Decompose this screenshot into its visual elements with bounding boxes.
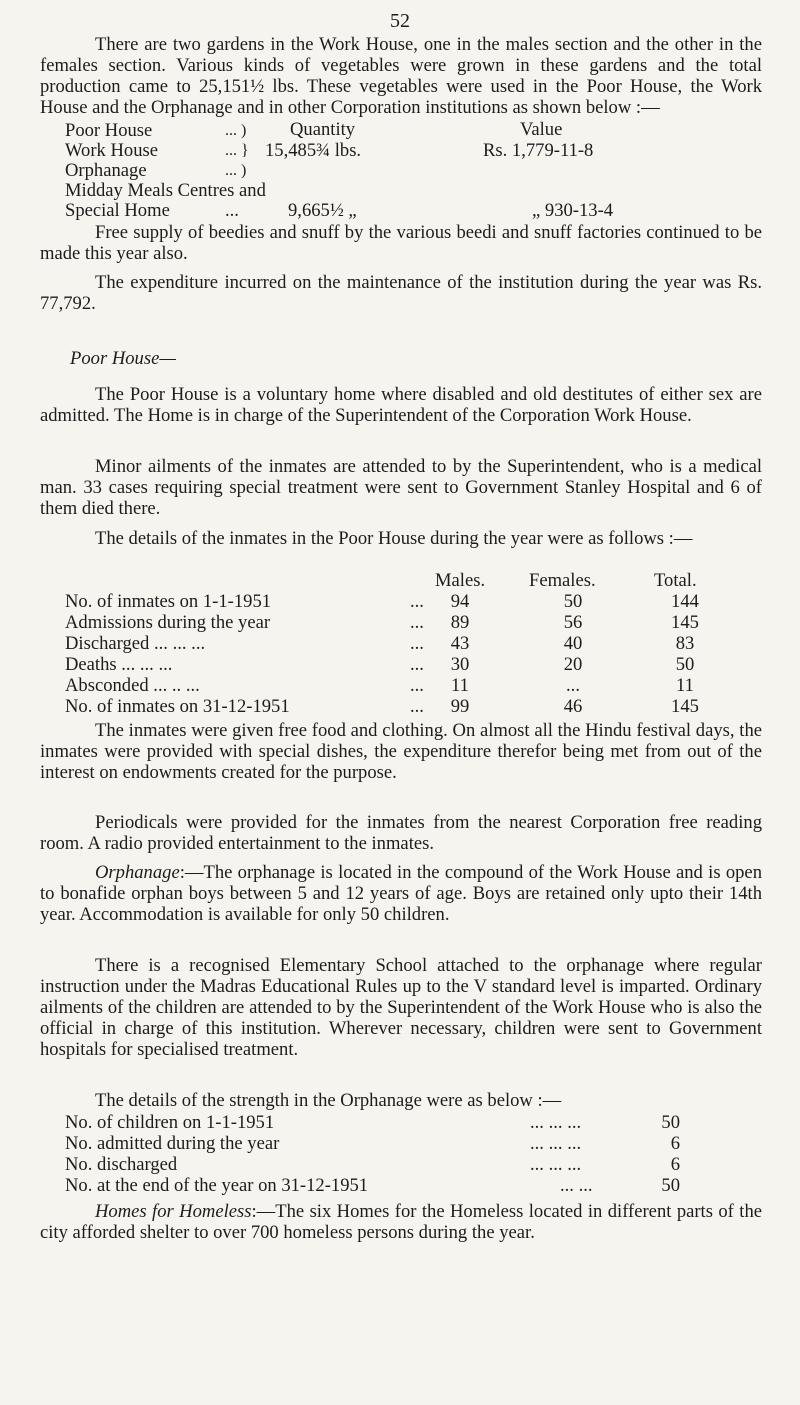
veg-row-midday-dots: ... xyxy=(225,200,239,221)
orphanage-lead: Orphanage xyxy=(95,862,180,883)
inmates-row-females: ... xyxy=(566,675,580,696)
homeless-lead: Homes for Homeless xyxy=(95,1201,252,1222)
paragraph-food: The inmates were given free food and clothing. On almost all the Hindu festival days, the inmates were provided with special dishes, the expenditure therefor being met from out of the interest on endowments created for the purpose. xyxy=(40,720,762,783)
veg-group-value: Rs. 1,779-11-8 xyxy=(483,140,594,161)
veg-col-quantity: Quantity xyxy=(290,119,356,140)
orphanage-row-value: 6 xyxy=(670,1133,680,1154)
veg-row-poor-house: Poor House xyxy=(65,120,153,141)
inmates-row-dots: ... xyxy=(410,612,424,633)
veg-col-value: Value xyxy=(520,119,563,140)
inmates-row-total: 145 xyxy=(671,696,699,717)
paragraph-gardens: There are two gardens in the Work House, one in the males section and the other in the females section. Various kinds of vegetables were grown in these gardens and the total production came to 25,151½ lbs. These vegetables were used in the Poor House, the Work House and the Orphanage and in other Corporation institutions as shown below :— xyxy=(40,34,762,118)
inmates-header-males: Males. xyxy=(435,570,486,591)
inmates-row-males: 94 xyxy=(450,591,470,612)
inmates-row-label: Deaths ... ... ... xyxy=(65,654,173,675)
paragraph-ailments: Minor ailments of the inmates are attended to by the Superintendent, who is a medical man. 33 cases requiring special treatment were sent to Government Stanley Hospital and 6 of them died there. xyxy=(40,456,762,519)
inmates-row-label: Discharged ... ... ... xyxy=(65,633,206,654)
inmates-row-males: 43 xyxy=(450,633,470,654)
orphanage-row-dots: ... ... ... xyxy=(530,1154,582,1175)
paragraph-homeless xyxy=(40,1201,762,1243)
page-number: 52 xyxy=(390,10,410,32)
orphanage-row-dots: ... ... ... xyxy=(530,1133,582,1154)
inmates-row-females: 50 xyxy=(563,591,583,612)
inmates-row-dots: ... xyxy=(410,696,424,717)
orphanage-row-label: No. of children on 1-1-1951 xyxy=(65,1112,275,1133)
inmates-row-label: Admissions during the year xyxy=(65,612,271,633)
inmates-row-total: 50 xyxy=(675,654,695,675)
paragraph-orphanage xyxy=(40,862,762,925)
inmates-row-females: 40 xyxy=(563,633,583,654)
paragraph-school: There is a recognised Elementary School attached to the orphanage where regular instruction under the Madras Educational Rules up to the V standard level is imparted. Ordinary ailments of the children are attended to by the Superintendent of the Work House who is also the official in charge of this institution. Wherever necessary, children were sent to Government hospitals for specialised treatment. xyxy=(40,955,762,1060)
paragraph-beedies: Free supply of beedies and snuff by the various beedi and snuff factories continued to be made this year also. xyxy=(40,222,762,264)
inmates-row-males: 30 xyxy=(450,654,470,675)
inmates-row-females: 56 xyxy=(563,612,583,633)
paragraph-expenditure: The expenditure incurred on the maintenance of the institution during the year was Rs. 77,792. xyxy=(40,272,762,314)
veg-group-dots-3: ... ) xyxy=(225,162,247,179)
homeless-text: :—The six Homes for the Homeless located in different parts of the city afforded shelter to over 700 homeless persons during the year. xyxy=(40,1201,763,1243)
veg-row-work-house: Work House xyxy=(65,140,159,161)
inmates-row-dots: ... xyxy=(410,633,424,654)
paragraph-strength-intro: The details of the strength in the Orphanage were as below :— xyxy=(95,1090,562,1111)
paragraph-details-intro: The details of the inmates in the Poor House during the year were as follows :— xyxy=(95,528,693,549)
veg-row-midday-b: Special Home xyxy=(65,200,170,221)
veg-group-dots-1: ... ) xyxy=(225,122,247,139)
paragraph-poor-house: The Poor House is a voluntary home where disabled and old destitutes of either sex are admitted. The Home is in charge of the Superintendent of the Corporation Work House. xyxy=(40,384,762,426)
heading-poor-house: Poor House— xyxy=(70,348,176,369)
orphanage-row-dots: ... ... ... xyxy=(530,1112,582,1133)
inmates-header-total: Total. xyxy=(654,570,697,591)
inmates-row-males: 99 xyxy=(450,696,470,717)
orphanage-row-dots: ... ... xyxy=(560,1175,593,1196)
inmates-row-dots: ... xyxy=(410,675,424,696)
orphanage-row-value: 50 xyxy=(661,1112,680,1133)
inmates-row-males: 11 xyxy=(451,675,469,696)
orphanage-row-label: No. admitted during the year xyxy=(65,1133,280,1154)
veg-group-quantity: 15,485¾ lbs. xyxy=(265,140,362,161)
orphanage-row-value: 50 xyxy=(661,1175,680,1196)
inmates-row-females: 20 xyxy=(563,654,583,675)
inmates-row-label: No. of inmates on 31-12-1951 xyxy=(65,696,290,717)
orphanage-text: :—The orphanage is located in the compound of the Work House and is open to bonafide orphan boys between 5 and 12 years of age. Boys are retained only upto their 14th year. Accommodation is available for only 50 children. xyxy=(40,862,762,925)
orphanage-row-label: No. discharged xyxy=(65,1154,178,1175)
veg-row-midday-quantity: 9,665½ „ xyxy=(288,200,357,221)
inmates-row-label: Absconded ... .. ... xyxy=(65,675,200,696)
inmates-row-total: 83 xyxy=(675,633,695,654)
inmates-row-males: 89 xyxy=(450,612,470,633)
inmates-header-females: Females. xyxy=(529,570,596,591)
inmates-row-dots: ... xyxy=(410,591,424,612)
veg-group-dots-2: ... } xyxy=(225,142,249,159)
paragraph-periodicals: Periodicals were provided for the inmates from the nearest Corporation free reading room. A radio provided entertainment to the inmates. xyxy=(40,812,762,854)
inmates-row-total: 145 xyxy=(671,612,699,633)
inmates-row-total: 11 xyxy=(676,675,694,696)
inmates-row-dots: ... xyxy=(410,654,424,675)
veg-row-midday-a: Midday Meals Centres and xyxy=(65,180,266,201)
veg-row-midday-value: „ 930-13-4 xyxy=(532,200,614,221)
orphanage-row-label: No. at the end of the year on 31-12-1951 xyxy=(65,1175,369,1196)
inmates-row-label: No. of inmates on 1-1-1951 xyxy=(65,591,272,612)
inmates-row-total: 144 xyxy=(671,591,699,612)
veg-row-orphanage: Orphanage xyxy=(65,160,147,181)
orphanage-row-value: 6 xyxy=(670,1154,680,1175)
inmates-row-females: 46 xyxy=(563,696,583,717)
